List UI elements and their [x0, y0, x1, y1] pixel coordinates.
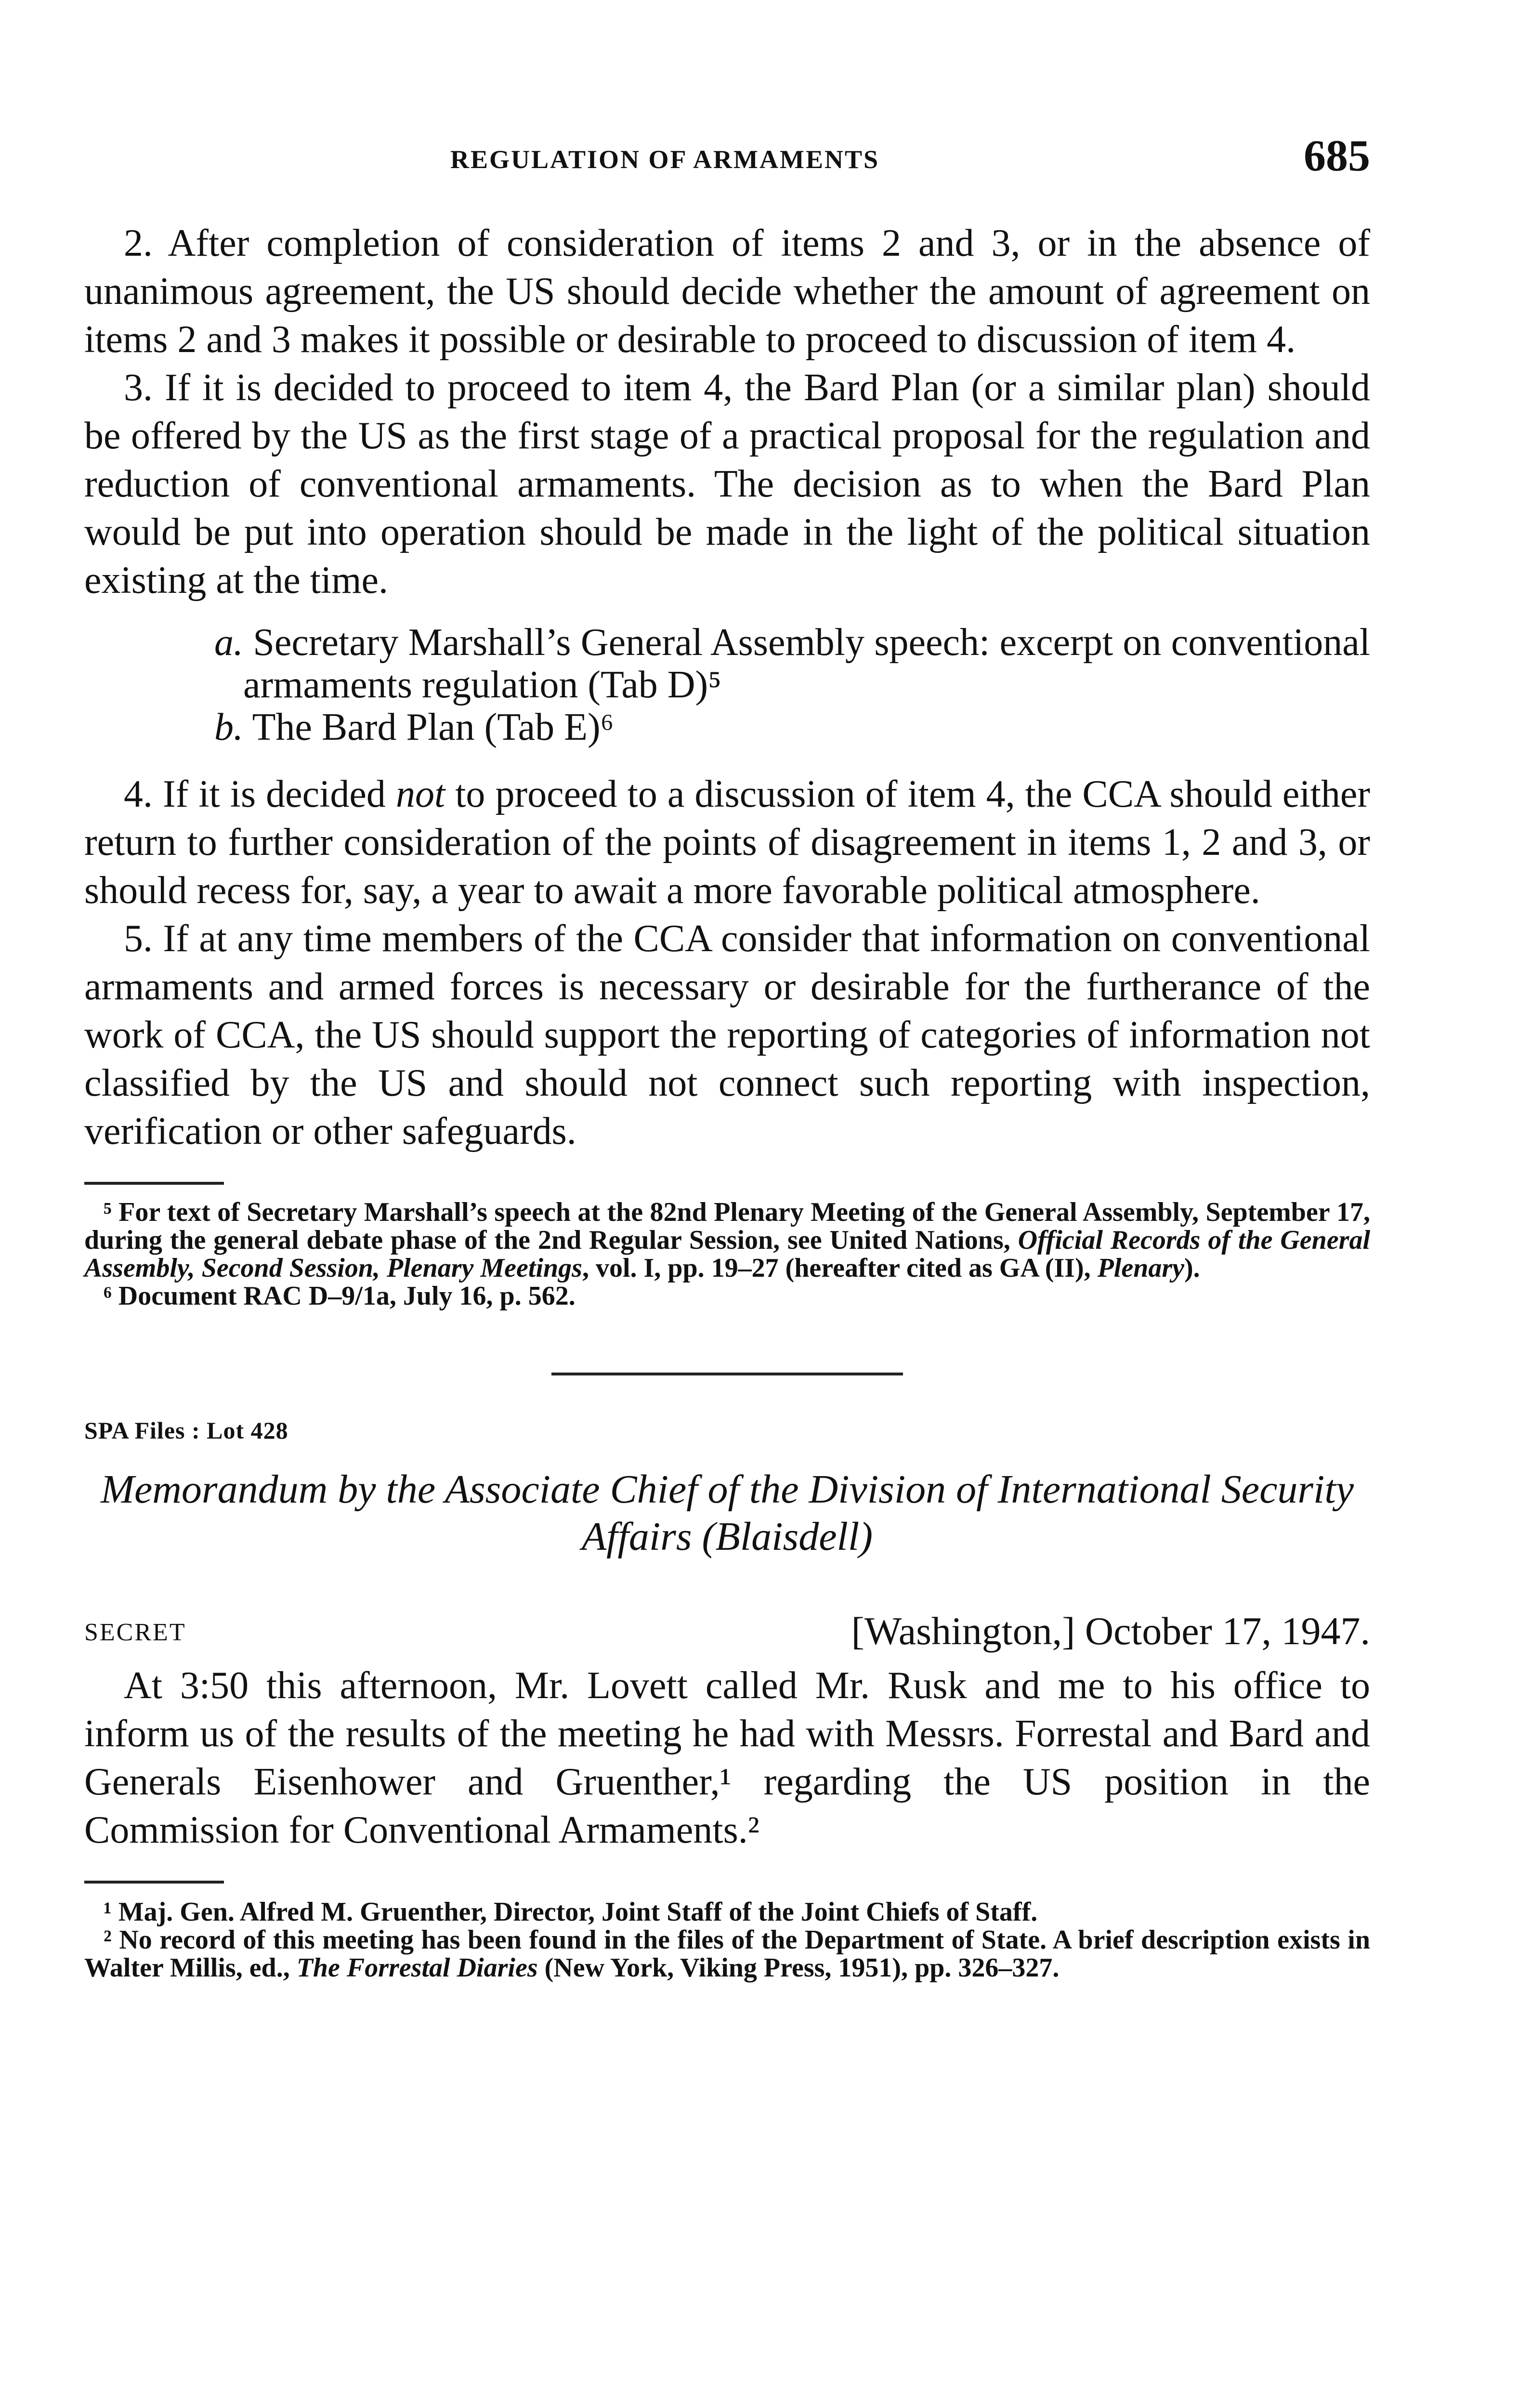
footnote-2-text: (New York, Viking Press, 1951), pp. 326–327. — [537, 1953, 1060, 1983]
footnote-2-citation: The Forrestal Diaries — [296, 1953, 538, 1983]
footnote-divider — [84, 1182, 224, 1185]
tab-reference-list — [84, 621, 1370, 748]
classification-label: SECRET — [84, 1619, 186, 1646]
paragraph-4-end: to proceed to a discussion of item 4, the CCA should either return to further consideration of the points of disagreement in items 1, 2 and 3, or should recess for, say, a year to await a more favorable political atmosphere. — [84, 773, 1371, 912]
paragraph-5: 5. If at any time members of the CCA consider that information on conventional armaments and armed forces is necessary or desirable for the furtherance of the work of CCA, the US should support the reporting of categories of information not classified by the US and should not connect such reporting with inspection, verification or other safeguards. — [84, 917, 1370, 1152]
paragraph-4 — [84, 770, 1370, 915]
page-header — [84, 130, 1370, 183]
footnote-6: ⁶ Document RAC D–9/1a, July 16, p. 562. — [104, 1281, 576, 1311]
footnote-2 — [84, 1926, 1370, 1982]
page-body — [84, 219, 1370, 1982]
paragraph-4-emphasis: not — [395, 773, 445, 815]
list-item — [214, 621, 1370, 706]
footnote-5-text: ). — [1184, 1253, 1200, 1283]
list-item-label: b. — [214, 706, 243, 748]
memo-body: At 3:50 this afternoon, Mr. Lovett called Mr. Rusk and me to his office to inform us of the results of the meeting he had with Messrs. Forrestal and Bard and Generals Eisenhower and Gruenther,¹ regarding the US position in the Commission for Conventional Armaments.² — [84, 1664, 1370, 1851]
footnote-2-text: ² No record of this meeting has been found in the files of the Department of State. A brief description exists in Walter Millis, ed., — [84, 1925, 1370, 1983]
document-date: [Washington,] October 17, 1947. — [851, 1609, 1370, 1653]
paragraph-3: 3. If it is decided to proceed to item 4, the Bard Plan (or a similar plan) should be offered by the US as the first stage of a practical proposal for the regulation and reduction of conventional armaments. The decision as to when the Bard Plan would be put into operation should be made in the light of the political situation existing at the time. — [84, 366, 1370, 602]
paragraph-4-start: 4. If it is decided — [124, 773, 396, 815]
list-item-text: Secretary Marshall’s General Assembly speech: excerpt on conventional armaments regulation (Tab D)⁵ — [243, 621, 1370, 706]
footnote-1: ¹ Maj. Gen. Alfred M. Gruenther, Director, Joint Staff of the Joint Chiefs of Staff. — [104, 1897, 1038, 1927]
dateline — [84, 1609, 1370, 1657]
footnote-divider — [84, 1881, 224, 1884]
footnote-5-citation: Plenary — [1097, 1253, 1185, 1283]
list-item — [214, 706, 1370, 748]
list-item-text: The Bard Plan (Tab E)⁶ — [252, 706, 614, 748]
running-head: REGULATION OF ARMAMENTS — [450, 145, 880, 174]
list-item-label: a. — [214, 621, 243, 664]
file-reference: SPA Files : Lot 428 — [84, 1417, 288, 1444]
section-divider — [551, 1373, 903, 1375]
footnote-5-text: , vol. I, pp. 19–27 (hereafter cited as GA (II), — [582, 1253, 1098, 1283]
footnote-5-text: ⁵ For text of Secretary Marshall’s speech at the 82nd Plenary Meeting of the General Assembly, September 17, during the general debate phase of the 2nd Regular Session, see United Nations, — [84, 1197, 1370, 1255]
paragraph-2: 2. After completion of consideration of items 2 and 3, or in the absence of unanimous agreement, the US should decide whether the amount of agreement on items 2 and 3 makes it possible or desirable to proceed to discussion of item 4. — [84, 222, 1370, 361]
document-title: Memorandum by the Associate Chief of the Division of International Security Affairs (Blaisdell) — [100, 1467, 1354, 1559]
footnote-5-citation: Official Records of the General Assembly, Second Session, Plenary Meetings — [84, 1225, 1370, 1283]
page-number: 685 — [1304, 131, 1370, 180]
footnote-5 — [84, 1198, 1370, 1282]
